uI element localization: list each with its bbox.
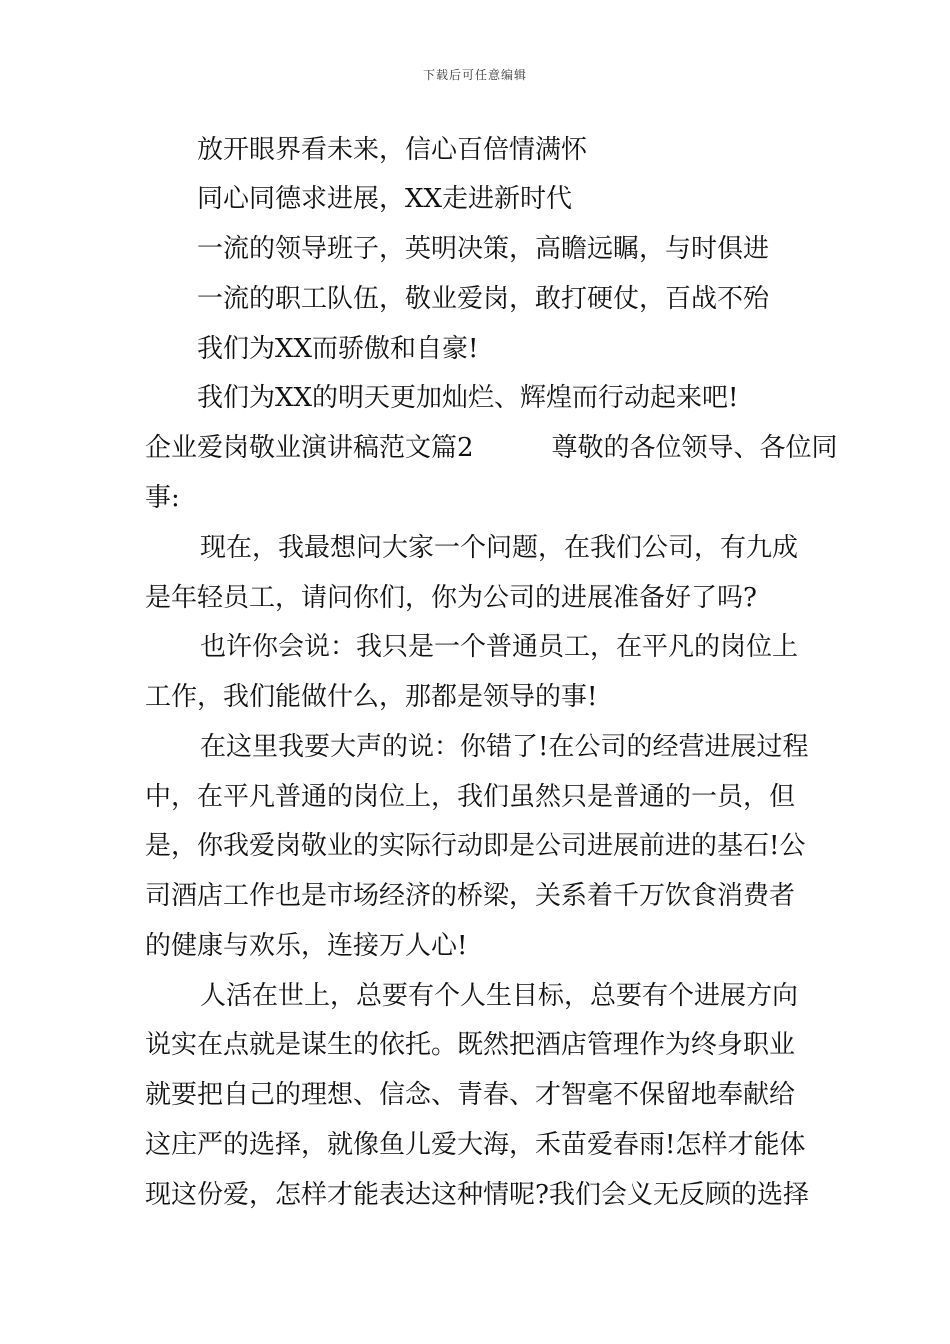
text-line: 是年轻员工，请问你们，你为公司的进展准备好了吗? <box>145 583 757 613</box>
text-line: 说实在点就是谋生的依托。既然把酒店管理作为终身职业 <box>145 1030 796 1060</box>
text-line: 是，你我爱岗敬业的实际行动即是公司进展前进的基石!公 <box>145 831 806 861</box>
text-line: 也许你会说：我只是一个普通员工，在平凡的岗位上 <box>200 632 799 662</box>
text-line: 我们为XX的明天更加灿烂、辉煌而行动起来吧! <box>197 383 739 413</box>
section-heading-line: 企业爱岗敬业演讲稿范文篇2 尊敬的各位领导、各位同 <box>145 433 838 463</box>
text-line: 人活在世上，总要有个人生目标，总要有个进展方向 <box>200 981 799 1011</box>
text-line: 一流的职工队伍，敬业爱岗，敢打硬仗，百战不殆 <box>197 284 770 314</box>
text-line: 在这里我要大声的说：你错了!在公司的经营进展过程 <box>200 732 809 762</box>
text-line: 的健康与欢乐，连接万人心! <box>145 931 468 961</box>
text-line: 放开眼界看未来，信心百倍情满怀 <box>197 135 588 165</box>
text-line: 司酒店工作也是市场经济的桥梁，关系着千万饮食消费者 <box>145 881 796 911</box>
text-line: 中，在平凡普通的岗位上，我们虽然只是普通的一员，但 <box>145 782 796 812</box>
text-line: 现这份爱，怎样才能表达这种情呢?我们会义无反顾的选择 <box>145 1180 809 1210</box>
page-header: 下载后可任意编辑 <box>422 68 527 82</box>
text-line: 同心同德求进展，XX走进新时代 <box>197 184 573 214</box>
text-line: 就要把自己的理想、信念、青春、才智毫不保留地奉献给 <box>145 1080 796 1110</box>
text-line: 现在，我最想问大家一个问题，在我们公司，有九成 <box>200 533 799 563</box>
text-line: 这庄严的选择，就像鱼儿爱大海，禾苗爱春雨!怎样才能体 <box>145 1130 806 1160</box>
text-line: 事: <box>145 483 180 513</box>
text-line: 我们为XX而骄傲和自豪! <box>197 334 479 364</box>
text-line: 工作，我们能做什么，那都是领导的事! <box>145 682 598 712</box>
text-line: 一流的领导班子，英明决策，高瞻远瞩，与时俱进 <box>197 234 770 264</box>
